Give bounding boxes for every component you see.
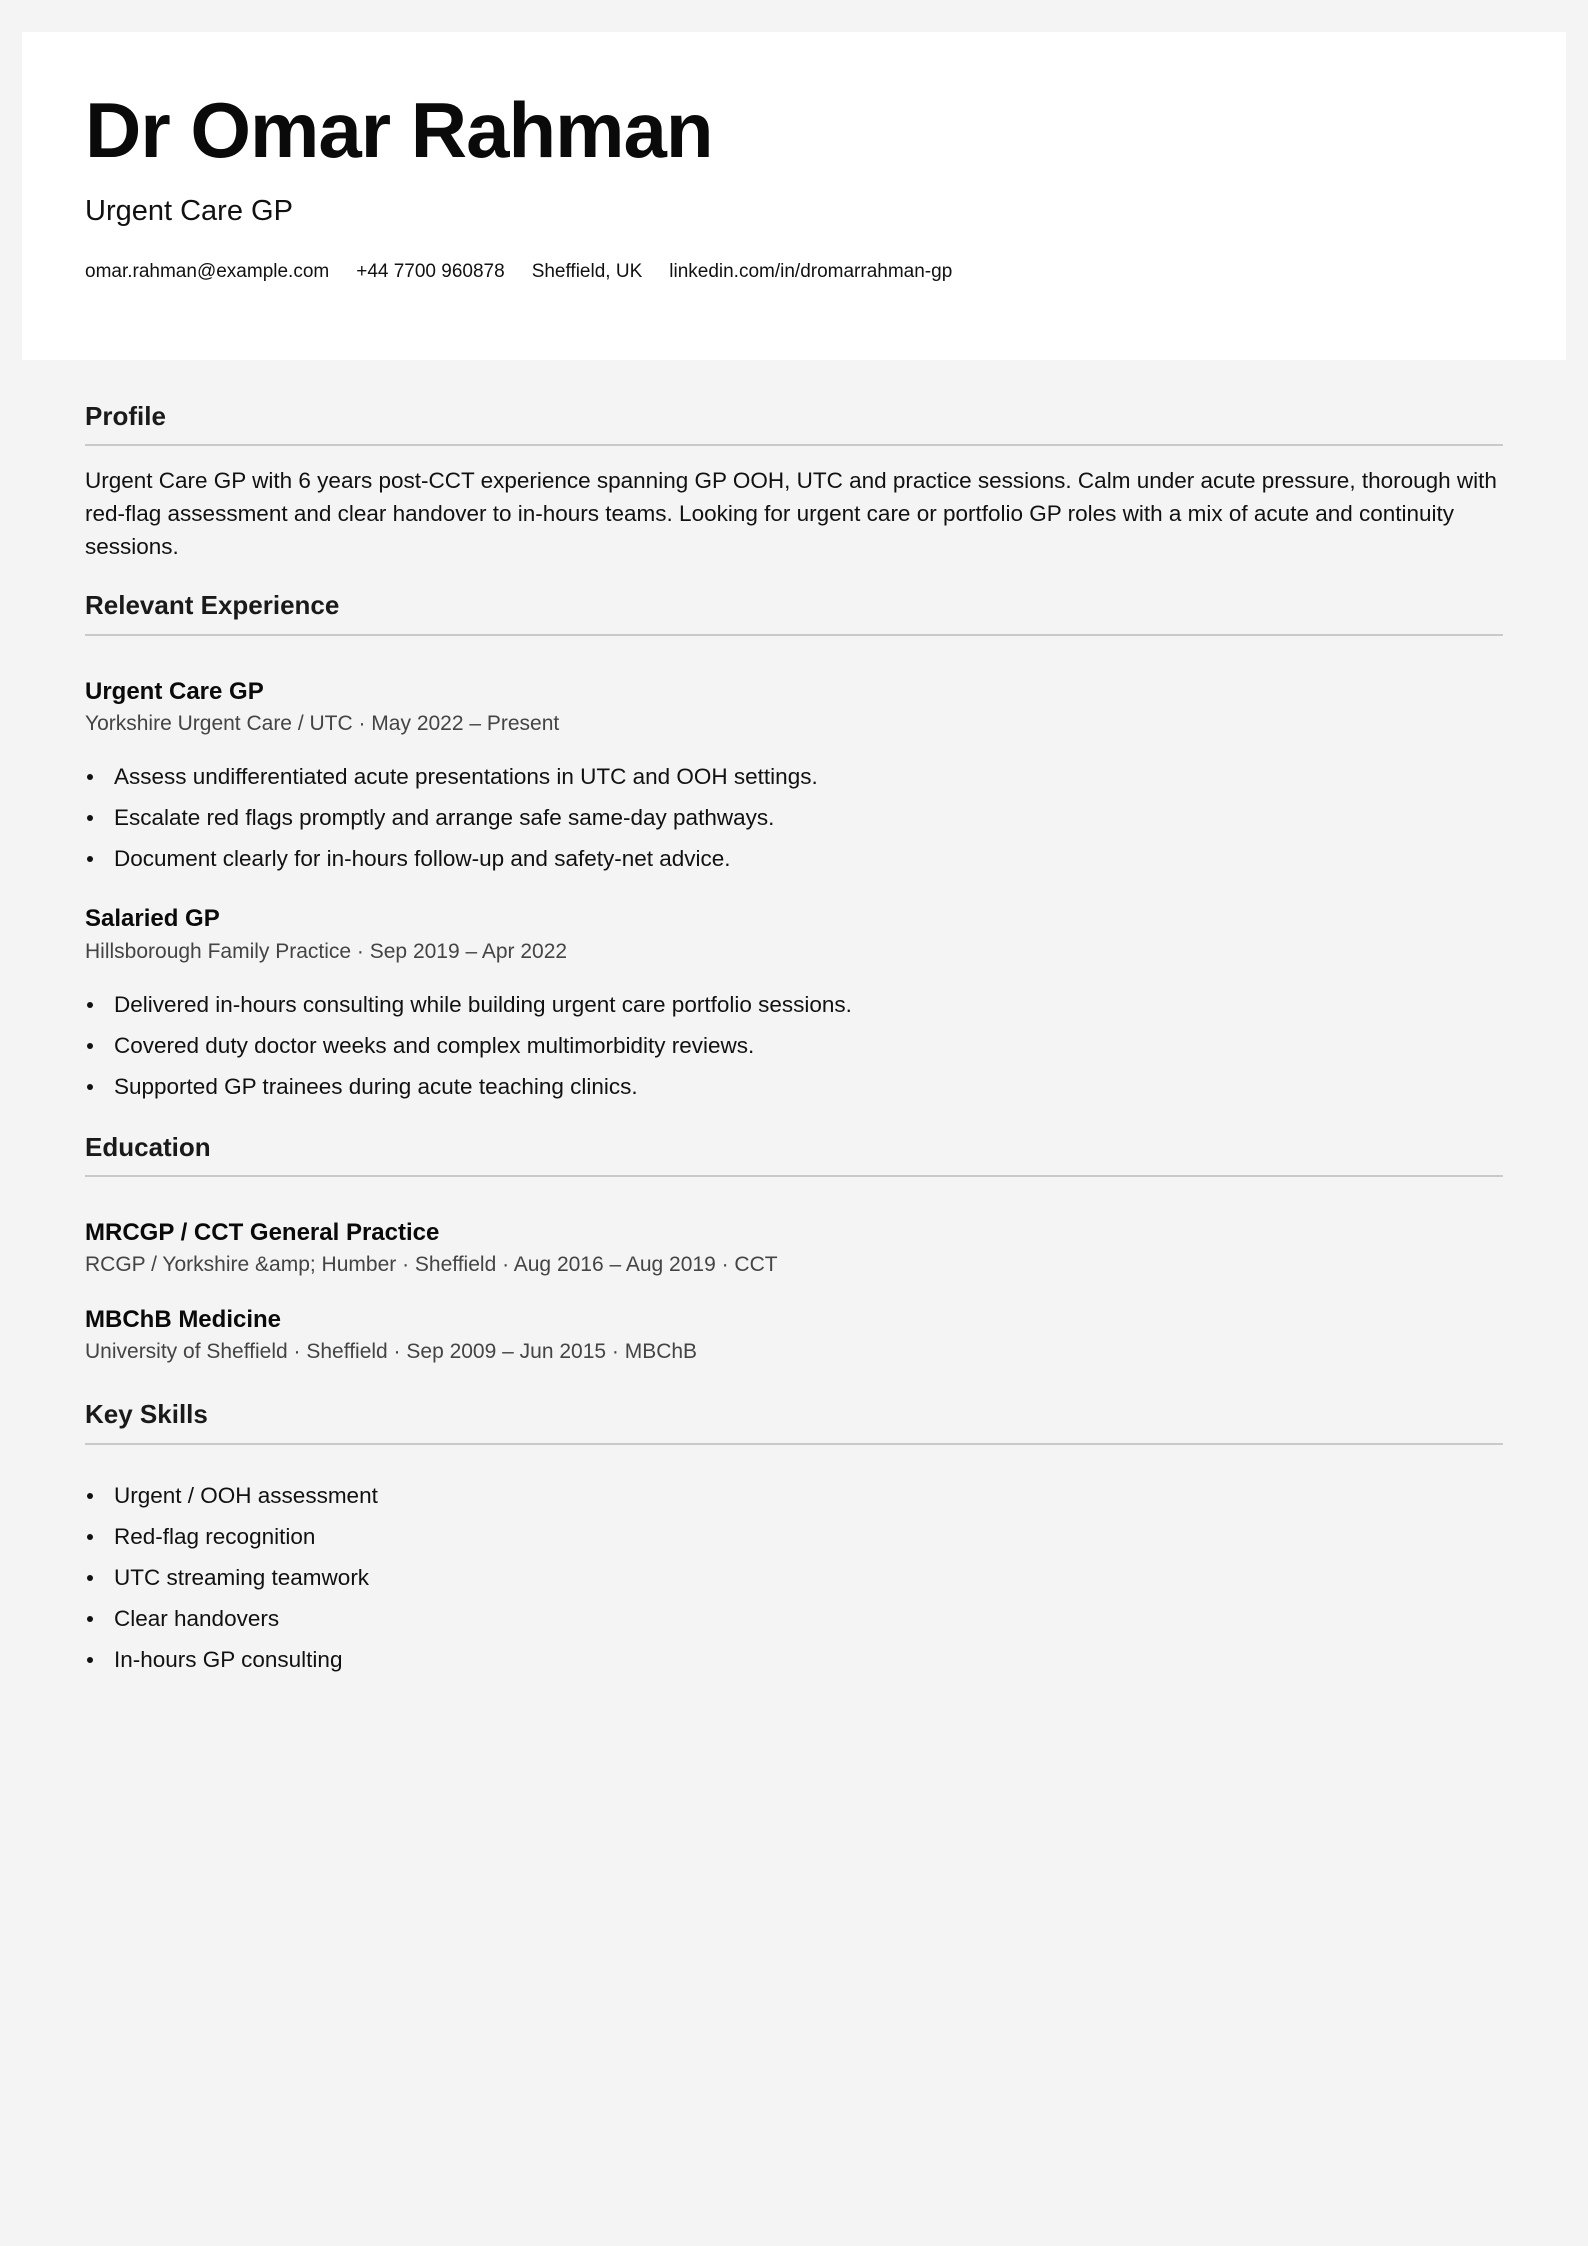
section-heading-experience: Relevant Experience [85, 590, 340, 621]
section-heading-skills: Key Skills [85, 1399, 208, 1430]
experience-section [85, 587, 1503, 1106]
section-divider [85, 444, 1503, 446]
education-section [85, 1129, 1503, 1366]
education-title: MRCGP / CCT General Practice [85, 1219, 440, 1247]
job-bullet: Covered duty doctor weeks and complex multimorbidity reviews. [85, 1025, 1503, 1066]
resume-header [22, 32, 1566, 360]
job-bullet: Escalate red flags promptly and arrange safe same-day pathways. [85, 797, 1503, 838]
education-meta: University of Sheffield · Sheffield · Sep 2009 – Jun 2015 · MBChB [85, 1339, 698, 1363]
section-divider [85, 634, 1503, 636]
job-entry [85, 676, 1503, 880]
education-title: MBChB Medicine [85, 1305, 282, 1333]
education-entry [85, 1304, 1503, 1367]
job-bullet: Delivered in-hours consulting while building urgent care portfolio sessions. [85, 984, 1503, 1025]
contact-line [85, 260, 952, 285]
job-entry [85, 903, 1503, 1107]
job-meta: Yorkshire Urgent Care / UTC · May 2022 – Present [85, 711, 560, 735]
job-meta: Hillsborough Family Practice · Sep 2019 – Apr 2022 [85, 939, 568, 963]
skill-item: Urgent / OOH assessment [85, 1475, 1503, 1516]
section-heading-education: Education [85, 1131, 211, 1162]
contact-phone: +44 7700 960878 [356, 261, 505, 282]
contact-email: omar.rahman@example.com [85, 261, 330, 282]
skills-list [85, 1475, 1503, 1680]
profile-section [85, 398, 1503, 563]
skill-item: Clear handovers [85, 1598, 1503, 1639]
education-entry [85, 1217, 1503, 1280]
skill-item: Red-flag recognition [85, 1516, 1503, 1557]
job-bullet: Supported GP trainees during acute teaching clinics. [85, 1066, 1503, 1107]
resume-body [85, 398, 1503, 1680]
skill-item: In-hours GP consulting [85, 1639, 1503, 1680]
job-bullet: Assess undifferentiated acute presentations in UTC and OOH settings. [85, 756, 1503, 797]
section-divider [85, 1443, 1503, 1445]
education-meta: RCGP / Yorkshire &amp; Humber · Sheffield · Aug 2016 – Aug 2019 · CCT [85, 1253, 778, 1277]
job-title: Salaried GP [85, 905, 220, 933]
section-divider [85, 1175, 1503, 1177]
job-bullets [85, 756, 1503, 879]
profile-summary: Urgent Care GP with 6 years post-CCT experience spanning GP OOH, UTC and practice sessions. Calm under acute pressure, thorough with red-flag assessment and clear handover to in-hours teams. Looking for urgent care or portfolio GP roles with a mix of acute and continuity sessions. [85, 468, 1497, 560]
job-bullet: Document clearly for in-hours follow-up and safety-net advice. [85, 838, 1503, 879]
skills-section [85, 1396, 1503, 1679]
skill-item: UTC streaming teamwork [85, 1557, 1503, 1598]
candidate-name: Dr Omar Rahman [85, 86, 713, 174]
job-bullets [85, 984, 1503, 1107]
candidate-title: Urgent Care GP [85, 195, 293, 227]
contact-linkedin: linkedin.com/in/dromarrahman-gp [669, 261, 953, 282]
contact-location: Sheffield, UK [531, 261, 643, 282]
job-title: Urgent Care GP [85, 677, 264, 705]
section-heading-profile: Profile [85, 401, 166, 431]
